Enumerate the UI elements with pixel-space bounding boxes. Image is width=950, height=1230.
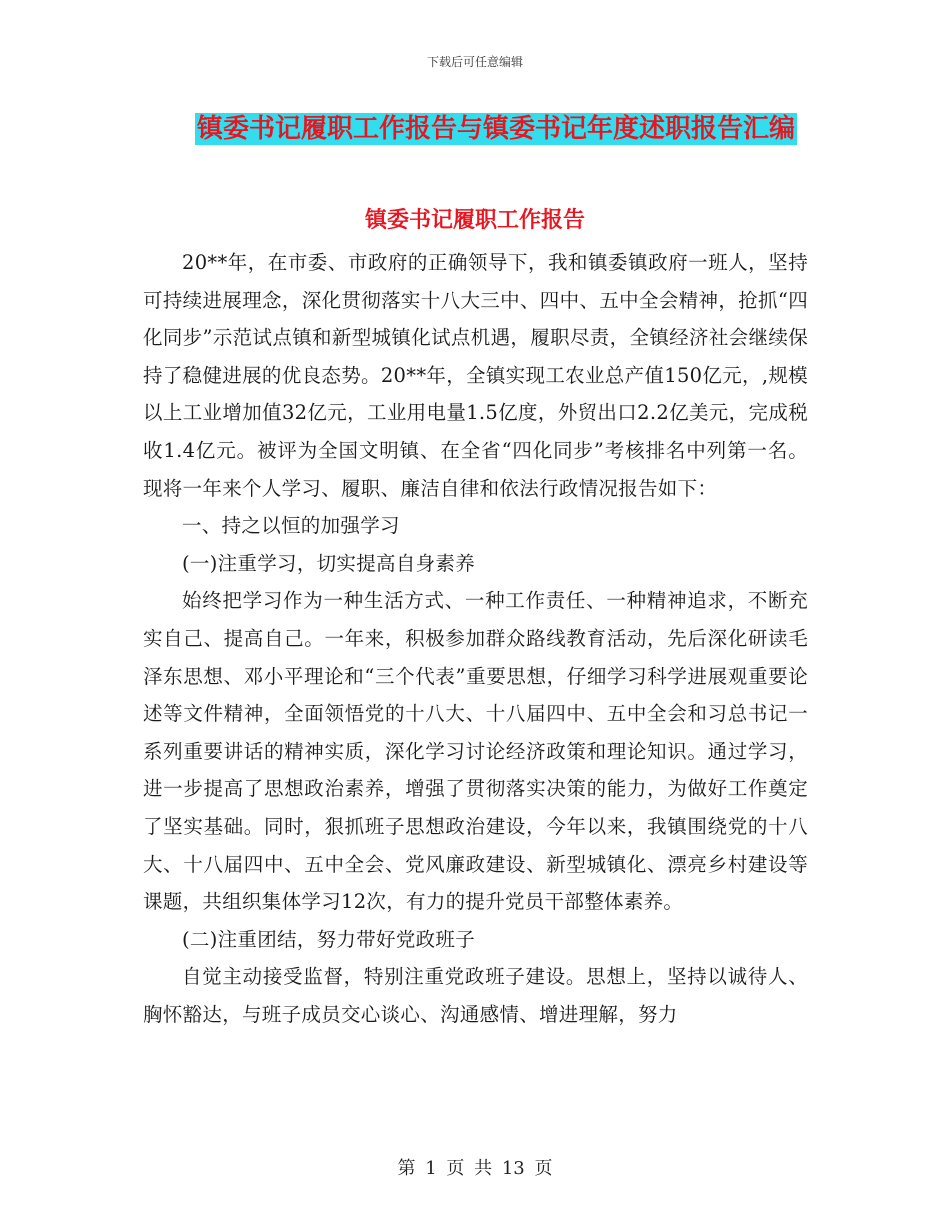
paragraph-intro: 20**年，在市委、市政府的正确领导下，我和镇委镇政府一班人，坚持可持续进展理念，深化贯彻落实十八大三中、四中、五中全会精神，抢抓“四化同步”示范试点镇和新型城镇化试点机遇，履职尽责，全镇经济社会继续保持了稳健进展的优良态势。20**年，全镇实现工农业总产值150亿元，,规模以上工业增加值32亿元，工业用电量1.5亿度，外贸出口2.2亿美元，完成税收1.4亿元。被评为全国文明镇、在全省“四化同步”考核排名中列第一名。现将一年来个人学习、履职、廉洁自律和依法行政情况报告如下： — [143, 251, 808, 500]
paragraph-unity: 自觉主动接受监督，特别注重党政班子建设。思想上，坚持以诚待人、胸怀豁达，与班子成员交心谈心、沟通感情、增进理解，努力 — [143, 965, 808, 1026]
subheading-unity: (二)注重团结，努力带好党政班子 — [182, 927, 476, 951]
heading-part-one: 一、持之以恒的加强学习 — [182, 514, 400, 538]
page-footer: 第 1 页 共 13 页 — [397, 1158, 553, 1179]
document-body — [143, 244, 808, 1033]
subheading-study: (一)注重学习，切实提高自身素养 — [182, 551, 476, 575]
section-title: 镇委书记履职工作报告 — [364, 207, 585, 233]
header-note: 下载后可任意编辑 — [426, 55, 523, 69]
document-title: 镇委书记履职工作报告与镇委书记年度述职报告汇编 — [197, 114, 796, 144]
paragraph-study: 始终把学习作为一种生活方式、一种工作责任、一种精神追求，不断充实自己、提高自己。一年来，积极参加群众路线教育活动，先后深化研读毛泽东思想、邓小平理论和“三个代表”重要思想，仔细学习科学进展观重要论述等文件精神，全面领悟党的十八大、十八届四中、五中全会和习总书记一系列重要讲话的精神实质，深化学习讨论经济政策和理论知识。通过学习，进一步提高了思想政治素养，增强了贯彻落实决策的能力，为做好工作奠定了坚实基础。同时，狠抓班子思想政治建设，今年以来，我镇围绕党的十八大、十八届四中、五中全会、党风廉政建设、新型城镇化、漂亮乡村建设等课题，共组织集体学习12次，有力的提升党员干部整体素养。 — [143, 589, 808, 914]
